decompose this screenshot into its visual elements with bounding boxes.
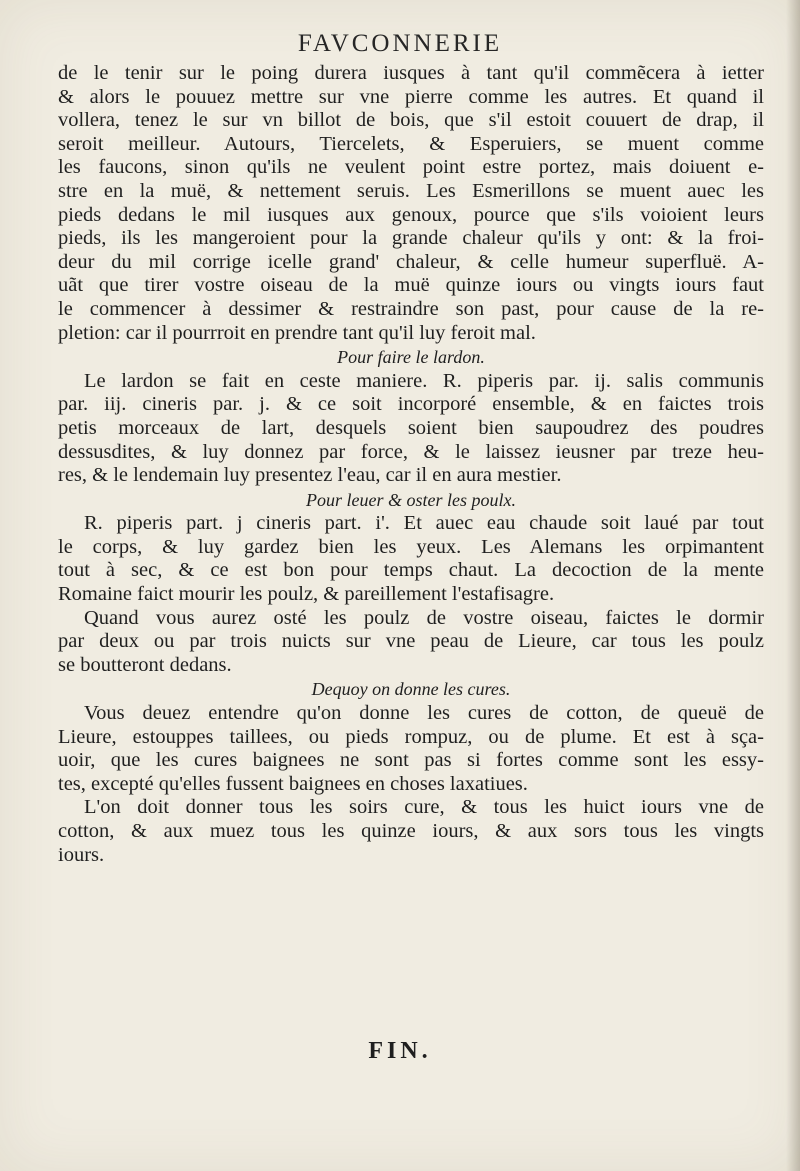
text-line: Le lardon se fait en ceste maniere. R. piperis par. ij. salis communis [84,369,764,392]
page-edge-shadow [786,0,800,1171]
text-line: vollera, tenez le sur vn billot de bois, que s'il estoit couuert de drap, il [58,109,764,132]
text-block [58,62,764,867]
text-line: Quand vous aurez osté les poulz de vostre oiseau, faictes le dormir [84,606,764,629]
text-line: Vous deuez entendre qu'on donne les cures de cotton, de queuë de [84,702,764,725]
text-line: petis morceaux de lart, desquels soient bien saupoudrez des poudres [58,416,764,439]
text-line: pieds dedans le mil iusques aux genoux, pource que s'ils voioient leurs [58,203,764,226]
text-line: pieds, ils les mangeroient pour la grande chaleur qu'ils y ont: & la froi- [58,227,764,250]
text-line: uãt que tirer vostre oiseau de la muë quinze iours ou vingts iours faut [58,274,764,297]
fin-marker: FIN. [368,1038,432,1064]
text-line: se boutteront dedans. [58,653,232,676]
text-line: les faucons, sinon qu'ils ne veulent point estre portez, mais doiuent e- [58,156,764,179]
text-line: Lieure, estouppes taillees, ou pieds rompuz, ou de plume. Et est à sça- [58,725,764,748]
text-line: tes, excepté qu'elles fussent baignees en choses laxatiues. [58,772,528,795]
text-line: tout à sec, & ce est bon pour temps chaut. La decoction de la mente [58,559,764,582]
text-line: cotton, & aux muez tous les quinze iours, & aux sors tous les vingts [58,820,764,842]
text-line: de le tenir sur le poing durera iusques à tant qu'il commẽcera à ietter [58,62,764,84]
text-line: par. iij. cineris par. j. & ce soit incorporé ensemble, & en faictes trois [58,393,764,416]
text-line: R. piperis part. j cineris part. i'. Et auec eau chaude soit laué par tout [84,512,764,535]
text-line: Romaine faict mourir les poulz, & pareillement l'estafisagre. [58,583,555,606]
text-line: stre en la muë, & nettement seruis. Les Esmerillons se muent auec les [58,179,764,202]
text-line: seroit meilleur. Autours, Tiercelets, & Esperuiers, se muent comme [58,132,764,155]
running-head: FAVCONNERIE [297,30,503,57]
text-line: par deux ou par trois nuicts sur vne peau de Lieure, car tous les poulz [58,630,764,653]
text-line: uoir, que les cures baignees ne sont pas si fortes comme sont les essy- [58,749,764,772]
section-heading: Pour faire le lardon. [337,347,485,368]
section-heading: Pour leuer & oster les poulx. [306,489,516,510]
text-line: deur du mil corrige icelle grand' chaleur, & celle humeur superfluë. A- [58,250,764,273]
text-line: pletion: car il pourrroit en prendre tant qu'il luy feroit mal. [58,321,536,344]
text-line: le corps, & luy gardez bien les yeux. Les Alemans les orpimantent [58,535,764,558]
text-line: & alors le pouuez mettre sur vne pierre comme les autres. Et quand il [58,85,764,108]
text-line: le commencer à dessimer & restraindre son past, pour cause de la re- [58,297,764,320]
text-line: iours. [58,843,105,866]
text-line: dessusdites, & luy donnez par force, & le laissez ieusner par treze heu- [58,440,764,463]
text-line: L'on doit donner tous les soirs cure, & tous les huict iours vne de [84,796,764,819]
section-heading: Dequoy on donne les cures. [311,679,511,700]
text-line: res, & le lendemain luy presentez l'eau, car il en aura mestier. [58,464,562,487]
